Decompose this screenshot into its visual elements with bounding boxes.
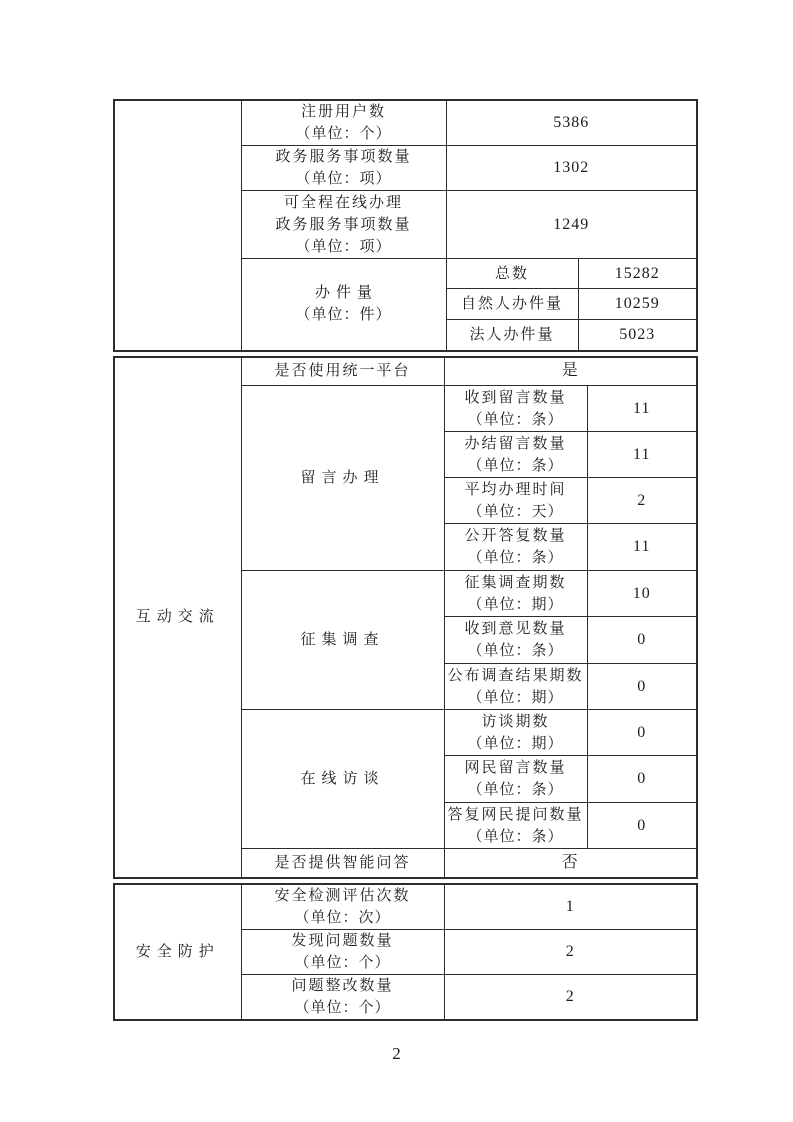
label-cell-registered-users [241, 100, 446, 146]
label-text: 征集调查期数 [464, 574, 567, 591]
unit-text: （单位：条） [467, 828, 564, 845]
group-label: 互动交流 [135, 609, 220, 625]
value-average-handling-time: 2 [587, 478, 697, 524]
subgroup-cell-online-interviews [241, 710, 444, 849]
table-security [113, 883, 698, 1021]
group-cell-empty [114, 100, 241, 351]
label-cell-service-items [241, 146, 446, 191]
group-cell-security [114, 884, 241, 1020]
value-netizen-questions-answered: 0 [587, 803, 697, 849]
label-cell-netizen-questions-answered [444, 803, 587, 849]
label-cell-natural-person: 自然人办件量 [446, 289, 578, 320]
subgroup-cell-message-handling [241, 386, 444, 571]
subgroup-label: 在线访谈 [300, 771, 385, 787]
label-text: 注册用户数 [300, 104, 386, 120]
value-natural-person: 10259 [578, 289, 697, 320]
unit-text: （单位：期） [467, 596, 564, 613]
label-cell-total: 总数 [446, 259, 578, 289]
group-cell-interaction [114, 357, 241, 878]
label-text: 安全检测评估次数 [274, 887, 411, 904]
value-smart-qa: 否 [444, 849, 697, 878]
label-cell-messages-received [444, 386, 587, 432]
value-legal-person: 5023 [578, 320, 697, 351]
value-survey-periods: 10 [587, 571, 697, 617]
label-cell-opinions-received [444, 617, 587, 664]
value-online-service-items: 1249 [446, 191, 697, 259]
value-security-assessments: 1 [444, 884, 697, 930]
table-interaction [113, 356, 698, 879]
unit-text: （单位：个） [294, 999, 391, 1016]
value-unified-platform: 是 [444, 357, 697, 386]
unit-text: （单位：期） [467, 735, 564, 752]
value-problems-rectified: 2 [444, 974, 697, 1020]
label-text: 收到留言数量 [464, 389, 567, 406]
unit-text: （单位：项） [295, 238, 392, 255]
unit-text: （单位：条） [467, 457, 564, 474]
unit-text: （单位：个） [295, 126, 392, 142]
page-number: 2 [392, 1044, 401, 1063]
unit-text: （单位：条） [467, 643, 564, 659]
label-text: 办结留言数量 [464, 435, 567, 452]
label-cell-smart-qa: 是否提供智能问答 [241, 849, 444, 878]
label-cell-survey-periods [444, 571, 587, 617]
unit-text: （单位：次） [294, 909, 391, 926]
unit-text: （单位：天） [467, 503, 564, 520]
subgroup-label: 办件量 [314, 285, 378, 302]
unit-text: （单位：件） [295, 307, 392, 324]
unit-text: （单位：期） [467, 689, 564, 706]
label-text: 答复网民提问数量 [447, 806, 584, 823]
subgroup-cell-caseload [241, 259, 446, 351]
unit-text: （单位：项） [295, 171, 392, 187]
label-text: 平均办理时间 [464, 481, 567, 498]
table-service-metrics [113, 99, 698, 352]
label-cell-problems-rectified [241, 974, 444, 1020]
label-text: 问题整改数量 [291, 977, 394, 994]
label-cell-average-handling-time [444, 478, 587, 524]
label-cell-problems-found [241, 929, 444, 974]
unit-text: （单位：条） [467, 411, 564, 428]
subgroup-cell-surveys [241, 571, 444, 710]
label-cell-security-assessments [241, 884, 444, 930]
label-text: 可全程在线办理 [283, 194, 403, 211]
label-cell-survey-results-published [444, 664, 587, 710]
label-text: 公开答复数量 [464, 528, 567, 544]
value-public-replies: 11 [587, 524, 697, 571]
label-cell-interview-periods [444, 710, 587, 756]
unit-text: （单位：条） [467, 550, 564, 566]
label-cell-netizen-messages [444, 756, 587, 803]
value-registered-users: 5386 [446, 100, 697, 146]
label-cell-public-replies [444, 524, 587, 571]
value-service-items: 1302 [446, 146, 697, 191]
subgroup-label: 征集调查 [300, 632, 385, 648]
label-text: 访谈期数 [481, 713, 550, 730]
value-netizen-messages: 0 [587, 756, 697, 803]
unit-text: （单位：条） [467, 782, 564, 798]
label-cell-online-service-items [241, 191, 446, 259]
group-label: 安全防护 [135, 943, 220, 960]
value-messages-completed: 11 [587, 432, 697, 478]
label-cell-legal-person: 法人办件量 [446, 320, 578, 351]
label-text: 网民留言数量 [464, 760, 567, 776]
label-text: 收到意见数量 [464, 621, 567, 637]
value-interview-periods: 0 [587, 710, 697, 756]
value-messages-received: 11 [587, 386, 697, 432]
label-cell-messages-completed [444, 432, 587, 478]
label-cell-unified-platform: 是否使用统一平台 [241, 357, 444, 386]
subgroup-label: 留言办理 [300, 470, 385, 486]
value-survey-results-published: 0 [587, 664, 697, 710]
value-opinions-received: 0 [587, 617, 697, 664]
value-problems-found: 2 [444, 929, 697, 974]
unit-text: （单位：个） [294, 954, 391, 971]
label-text: 公布调查结果期数 [447, 667, 584, 684]
label-text: 政务服务事项数量 [275, 216, 412, 233]
value-total: 15282 [578, 259, 697, 289]
label-text: 发现问题数量 [291, 932, 394, 949]
label-text: 政务服务事项数量 [275, 149, 412, 165]
